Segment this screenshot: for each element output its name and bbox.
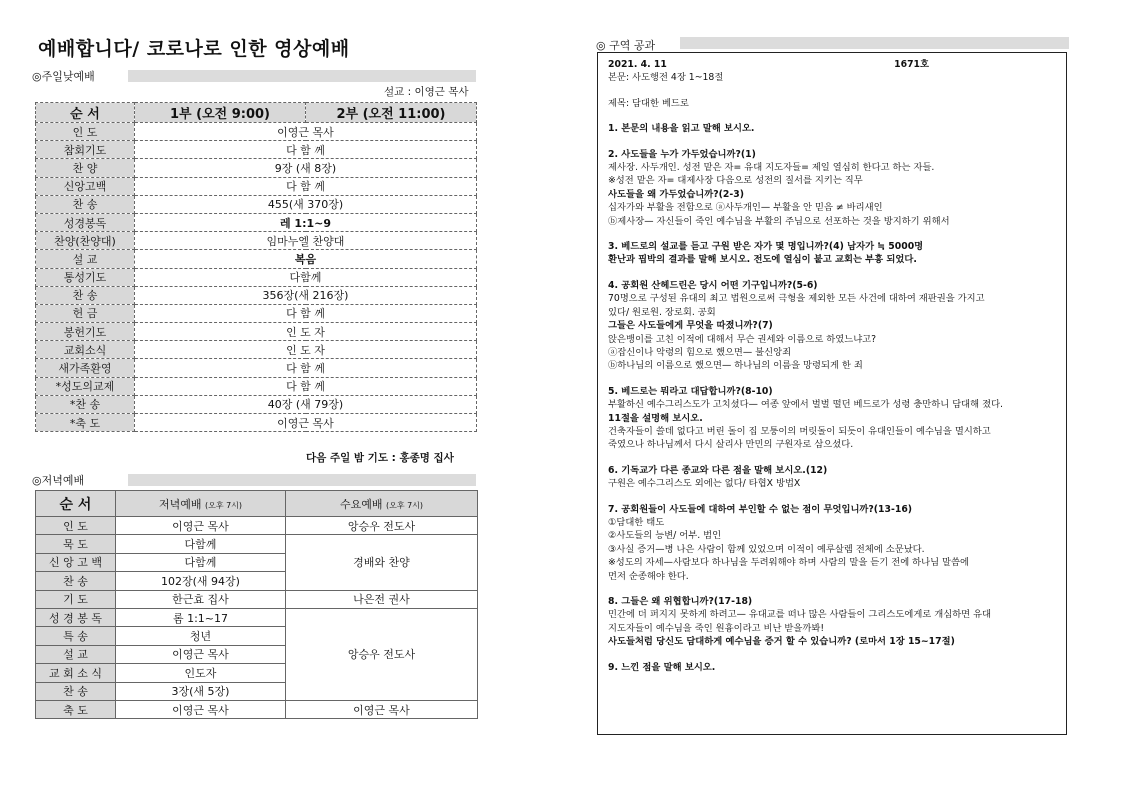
sunday-row-value: 다함께 [135, 268, 477, 286]
next-prayer-note: 다음 주일 밤 기도 : 홍종명 집사 [306, 452, 454, 464]
sunday-row-value: 인 도 자 [135, 341, 477, 359]
sunday-row-label: 통성기도 [36, 268, 135, 286]
lesson-question: 8. 그들은 왜 위협합니까?(17-18) [608, 596, 753, 607]
lesson-line: 구원은 예수그리스도 외에는 없다/ 타협X 방법X [608, 478, 801, 490]
sunday-row-value: 다 함 께 [135, 377, 477, 395]
lesson-line: 있다/ 원로원. 장로회. 공회 [608, 306, 716, 318]
wednesday-cell: 앙승우 전도사 [286, 608, 478, 700]
evening-row-label: 축 도 [36, 700, 116, 718]
sunday-row-label: 교회소식 [36, 341, 135, 359]
evening-row-label: 성 경 봉 독 [36, 608, 116, 626]
evening-row-value: 102장(새 94장) [116, 572, 286, 590]
lesson-line: 먼저 순종해야 한다. [608, 570, 689, 582]
lesson-question: 사도들을 왜 가두었습니까?(2-3) [608, 188, 744, 200]
lesson-date-row [608, 58, 1057, 71]
sunday-row [36, 395, 477, 413]
evening-col-wednesday-label: 수요예배 [339, 497, 383, 511]
evening-order-table [35, 490, 478, 719]
sunday-row-value: 레 1:1~9 [135, 213, 477, 231]
sunday-row-value: 다 함 께 [135, 304, 477, 322]
lesson-line: 십자가와 부활을 전함으로 ⓐ사두개인— 부활을 안 믿음 ≠ 바리새인 [608, 202, 883, 214]
lesson-question: 사도들처럼 당신도 담대하게 예수님을 증거 할 수 있습니까? (로마서 1장 15~17절) [608, 636, 955, 648]
sunday-row-label: 인 도 [36, 123, 135, 141]
evening-row-value: 이영근 목사 [116, 645, 286, 663]
lesson-line: ①담대한 태도 [608, 516, 665, 528]
evening-col-evening-label: 저녁예배 [158, 497, 202, 511]
sunday-row-value: 356장(새 216장) [135, 286, 477, 304]
wednesday-cell: 나은전 권사 [286, 590, 478, 608]
evening-row-label: 기 도 [36, 590, 116, 608]
evening-row-value: 이영근 목사 [116, 700, 286, 718]
sunday-col-second: 2부 (오전 11:00) [306, 103, 477, 123]
lesson-header-bar [680, 37, 1069, 49]
lesson-question: 5. 베드로는 뭐라고 대답합니까?(8-10) [608, 385, 773, 397]
lesson-spacer [608, 85, 1057, 97]
sunday-row-value: 40장 (새 79장) [135, 395, 477, 413]
sunday-row-value: 다 함 께 [135, 359, 477, 377]
sunday-row-label: 성경봉독 [36, 213, 135, 231]
lesson-question: 그들은 사도들에게 무엇을 따졌니까?(7) [608, 320, 773, 332]
lesson-date: 2021. 4. 11 [608, 59, 667, 70]
sunday-row [36, 304, 477, 322]
lesson-spacer [608, 136, 1057, 148]
sunday-row [36, 359, 477, 377]
lesson-line: 앉은뱅이를 고친 이적에 대해서 무슨 권세와 이름으로 하였느냐고? [608, 333, 877, 345]
lesson-spacer [608, 267, 1057, 279]
sunday-row-label: 설 교 [36, 250, 135, 268]
evening-service-label: ◎저녁예배 [32, 474, 85, 487]
evening-row-label: 인 도 [36, 517, 116, 535]
sunday-order-table [35, 102, 477, 432]
evening-row-value: 롬 1:1~17 [116, 608, 286, 626]
evening-col-wednesday [286, 491, 478, 517]
lesson-question: 4. 공회원 산헤드린은 당시 어떤 기구입니까?(5-6) [608, 279, 818, 291]
evening-row-value: 다함께 [116, 553, 286, 571]
evening-row-value: 청년 [116, 627, 286, 645]
sunday-row-label: *축 도 [36, 414, 135, 432]
lesson-question: 2. 사도들을 누가 가두었습니까?(1) [608, 148, 756, 160]
evening-row-label: 찬 송 [36, 682, 116, 700]
evening-col-evening [116, 491, 286, 517]
sunday-row [36, 123, 477, 141]
preacher-note: 설교 : 이영근 목사 [384, 86, 469, 98]
sunday-service-label: ◎주일낮예배 [32, 70, 95, 83]
evening-row-value: 한근효 집사 [116, 590, 286, 608]
sunday-row [36, 323, 477, 341]
lesson-question: 1. 본문의 내용을 읽고 말해 보시오. [608, 123, 755, 135]
sunday-row-label: 찬 송 [36, 195, 135, 213]
lesson-line: 건축자들이 쓸데 없다고 버린 돌이 집 모퉁이의 머릿돌이 되듯이 유대인들이 예수님을 멸시하고 [608, 425, 991, 437]
sunday-row-value: 인 도 자 [135, 323, 477, 341]
sunday-row [36, 286, 477, 304]
lesson-line: 본문: 사도행전 4장 1~18절 [608, 72, 724, 84]
sunday-row [36, 377, 477, 395]
evening-header-bar [128, 474, 476, 486]
lesson-question: 6. 기독교가 다른 종교와 다른 점을 말해 보시오.(12) [608, 464, 828, 476]
lesson-line: ③사실 증거—병 나은 사람이 함께 있었으며 이적이 예루살렘 전체에 소문났다. [608, 543, 925, 555]
lesson-line: ⓑ제사장— 자신들이 죽인 예수님을 부활의 주님으로 선포하는 것을 방지하기 위해서 [608, 215, 950, 227]
lesson-question: 9. 느낀 점을 말해 보시오. [608, 661, 716, 673]
evening-service-header [32, 472, 84, 488]
evening-row-label: 묵 도 [36, 535, 116, 553]
lesson-spacer [608, 373, 1057, 385]
sunday-row [36, 213, 477, 231]
evening-row [36, 535, 478, 553]
sunday-row-label: 찬 송 [36, 286, 135, 304]
sunday-row-value: 이영근 목사 [135, 414, 477, 432]
sunday-row [36, 141, 477, 159]
sunday-col-first: 1부 (오전 9:00) [135, 103, 306, 123]
sunday-row [36, 159, 477, 177]
evening-row-label: 찬 송 [36, 572, 116, 590]
lesson-line: 부활하신 예수그리스도가 고치셨다— 여종 앞에서 벌벌 떨던 베드로가 성령 충만하니 담대해 졌다. [608, 399, 1004, 411]
sunday-row [36, 195, 477, 213]
sunday-row-label: 새가족환영 [36, 359, 135, 377]
sunday-row [36, 250, 477, 268]
evening-row-label: 교 회 소 식 [36, 664, 116, 682]
wednesday-cell: 이영근 목사 [286, 700, 478, 718]
lesson-line: 민간에 더 퍼지지 못하게 하려고— 유대교를 떠나 많은 사람들이 그리스도에게로 개심하면 유대 [608, 609, 992, 621]
lesson-box [597, 52, 1067, 735]
sunday-row-label: 찬 양 [36, 159, 135, 177]
lesson-question: 11절을 설명해 보시오. [608, 412, 703, 424]
lesson-header: ◎ 구역 공과 [596, 39, 656, 52]
lesson-line: ※성도의 자세—사람보다 하나님을 두려워해야 하며 사람의 말을 듣기 전에 하나님 말씀에 [608, 557, 969, 569]
lesson-spacer [608, 452, 1057, 464]
sunday-row-value: 복음 [135, 250, 477, 268]
sunday-header-bar [128, 70, 476, 82]
sunday-row-label: 참회기도 [36, 141, 135, 159]
lesson-line: 지도자들이 예수님을 죽인 원흉이라고 비난 받을까봐! [608, 622, 825, 634]
sunday-row-value: 455(새 370장) [135, 195, 477, 213]
lesson-spacer [608, 110, 1057, 122]
evening-row-value: 3장(새 5장) [116, 682, 286, 700]
sunday-row [36, 414, 477, 432]
lesson-line: 제목: 담대한 베드로 [608, 97, 689, 109]
sunday-row-value: 9장 (새 8장) [135, 159, 477, 177]
evening-row-value: 다함께 [116, 535, 286, 553]
lesson-spacer [608, 649, 1057, 661]
sunday-row-label: 헌 금 [36, 304, 135, 322]
evening-col-wednesday-time: (오후 7시) [385, 500, 424, 510]
lesson-line: ※성전 맡은 자= 대제사장 다음으로 성전의 질서를 지키는 직무 [608, 175, 863, 187]
lesson-line: ⓑ하나님의 이름으로 했으면— 하나님의 이름을 망령되게 한 죄 [608, 360, 863, 372]
sunday-row-value: 임마누엘 찬양대 [135, 232, 477, 250]
lesson-question: 3. 베드로의 설교를 듣고 구원 받은 자가 몇 명입니까?(4) 남자가 ≒ 5000명 [608, 241, 924, 253]
wednesday-cell: 앙승우 전도사 [286, 517, 478, 535]
sunday-row-value: 다 함 께 [135, 177, 477, 195]
evening-row [36, 517, 478, 535]
page-title: 예배합니다/ 코로나로 인한 영상예배 [38, 38, 350, 60]
sunday-row-value: 다 함 께 [135, 141, 477, 159]
sunday-row-label: 신앙고백 [36, 177, 135, 195]
evening-row [36, 590, 478, 608]
sunday-row-label: *성도의교제 [36, 377, 135, 395]
evening-row-label: 신 앙 고 백 [36, 553, 116, 571]
evening-row-value: 이영근 목사 [116, 517, 286, 535]
sunday-row [36, 232, 477, 250]
lesson-line: ⓐ잡신이나 악령의 힘으로 했으면— 불신앙죄 [608, 346, 792, 358]
sunday-col-order: 순 서 [36, 103, 135, 123]
lesson-spacer [608, 228, 1057, 240]
lesson-line: 70명으로 구성된 유대의 최고 법원으로써 극형을 제외한 모든 사건에 대하여 재판권을 가지고 [608, 293, 985, 305]
evening-row-label: 특 송 [36, 627, 116, 645]
sunday-row-value: 이영근 목사 [135, 123, 477, 141]
wednesday-cell: 경배와 찬양 [286, 535, 478, 590]
sunday-row-label: *찬 송 [36, 395, 135, 413]
lesson-question: 7. 공회원들이 사도들에 대하여 부인할 수 없는 점이 무엇입니까?(13-16) [608, 503, 913, 515]
lesson-line: 죽였으나 하나님께서 다시 살리사 만민의 구원자로 삼으셨다. [608, 439, 854, 451]
sunday-service-header [32, 68, 95, 84]
lesson-spacer [608, 491, 1057, 503]
evening-row [36, 700, 478, 718]
sunday-row-label: 봉헌기도 [36, 323, 135, 341]
lesson-question: 환난과 핍박의 결과를 말해 보시오. 전도에 열심이 붙고 교회는 부흥 되었다. [608, 254, 917, 266]
evening-row-value: 인도자 [116, 664, 286, 682]
evening-row [36, 608, 478, 626]
lesson-line: 제사장. 사두개인. 성전 맡은 자= 유대 지도자들= 제일 열심히 한다고 하는 자들. [608, 162, 935, 174]
evening-table-header-row [36, 491, 478, 517]
sunday-row-label: 찬양(찬양대) [36, 232, 135, 250]
sunday-row [36, 177, 477, 195]
lesson-line: ②사도들의 능변/ 어부. 범인 [608, 530, 722, 542]
sunday-row [36, 268, 477, 286]
evening-col-evening-time: (오후 7시) [204, 500, 243, 510]
sunday-row [36, 341, 477, 359]
sunday-table-header-row [36, 103, 477, 123]
evening-col-order: 순 서 [36, 491, 116, 517]
evening-row-label: 설 교 [36, 645, 116, 663]
lesson-issue: 1671호 [894, 59, 929, 70]
lesson-spacer [608, 583, 1057, 595]
